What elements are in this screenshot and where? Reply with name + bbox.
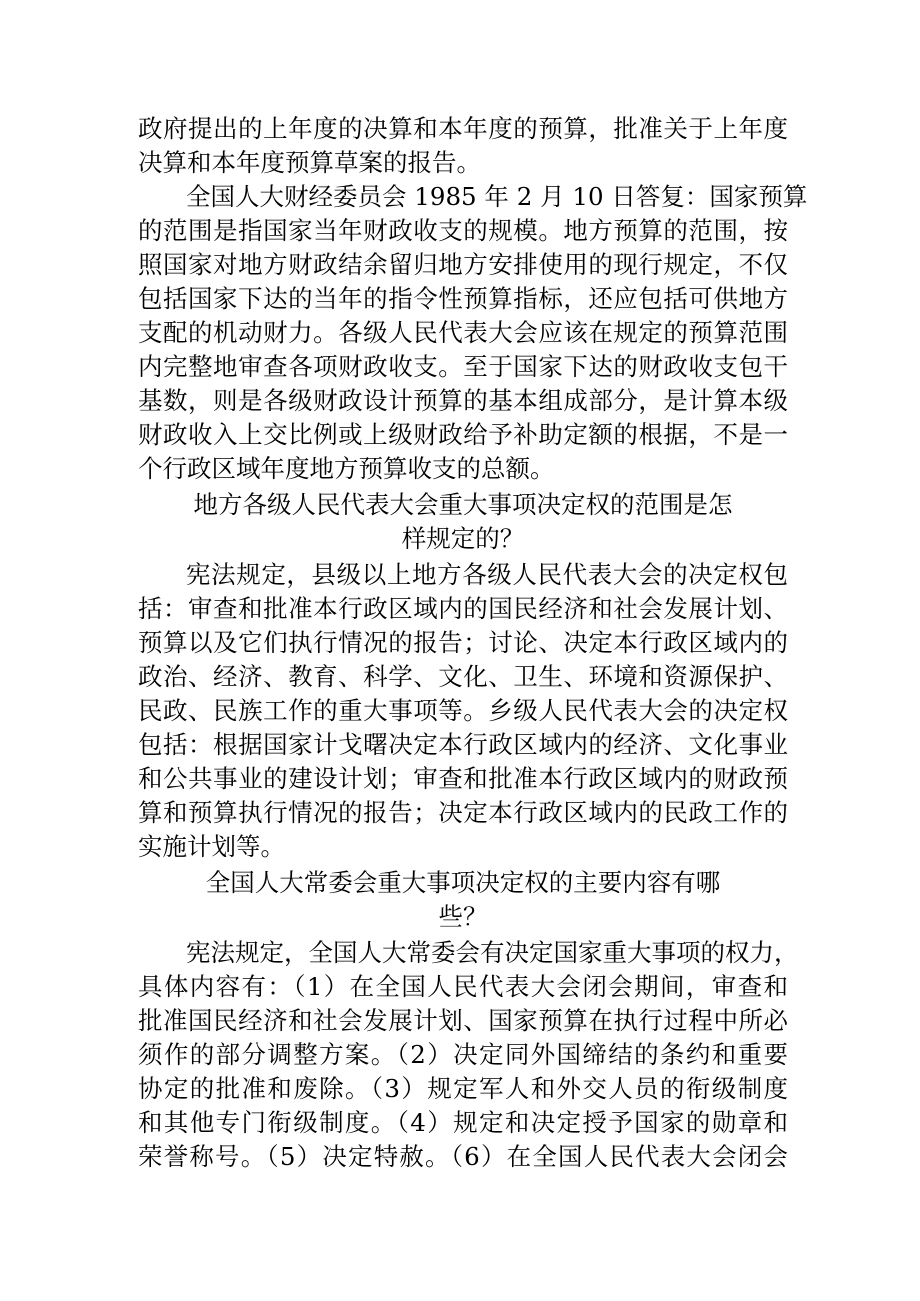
paragraph-4-line-7: 荣誉称号。（5）决定特赦。（6）在全国人民代表大会闭会 — [138, 1142, 788, 1171]
paragraph-2-line-8: 财政收入上交比例或上级财政给予补助定额的根据，不是一 — [138, 420, 788, 449]
paragraph-2-line-4: 包括国家下达的当年的指令性预算指标，还应包括可供地方 — [138, 284, 788, 313]
paragraph-3-line-9: 实施计划等。 — [138, 832, 285, 861]
paragraph-3-line-1: 宪法规定，县级以上地方各级人民代表大会的决定权包 — [186, 560, 788, 589]
section-heading-2-line-2: 些？ — [438, 902, 488, 931]
paragraph-2-line-7: 基数，则是各级财政设计预算的基本组成部分，是计算本级 — [138, 386, 788, 415]
paragraph-3-line-4: 政治、经济、教育、科学、文化、卫生、环境和资源保护、 — [138, 662, 788, 691]
paragraph-4-line-3: 批准国民经济和社会发展计划、国家预算在执行过程中所必 — [138, 1006, 788, 1035]
paragraph-3-line-6: 包括：根据国家计戈曙决定本行政区域内的经济、文化事业 — [138, 730, 788, 759]
paragraph-2-line-1: 全国人大财经委员会 1985 年 2 月 10 日答复：国家预算 — [186, 182, 808, 211]
paragraph-1-line-2: 决算和本年度预算草案的报告。 — [138, 148, 481, 177]
paragraph-2-line-2: 的范围是指国家当年财政收支的规模。地方预算的范围，按 — [138, 216, 788, 245]
paragraph-3-line-2: 括：审查和批准本行政区域内的国民经济和社会发展计划、 — [138, 594, 788, 623]
paragraph-3-line-8: 算和预算执行情况的报告；决定本行政区域内的民政工作的 — [138, 798, 788, 827]
paragraph-3-line-5: 民政、民族工作的重大事项等。乡级人民代表大会的决定权 — [138, 696, 788, 725]
section-heading-1-line-1: 地方各级人民代表大会重大事项决定权的范围是怎 — [193, 490, 733, 519]
paragraph-4-line-6: 和其他专门衔级制度。（4）规定和决定授予国家的勋章和 — [138, 1108, 788, 1137]
paragraph-4-line-1: 宪法规定，全国人大常委会有决定国家重大事项的权力， — [186, 938, 799, 967]
paragraph-2-line-9: 个行政区域年度地方预算收支的总额。 — [138, 454, 555, 483]
paragraph-3-line-3: 预算以及它们执行情况的报告；讨论、决定本行政区域内的 — [138, 628, 788, 657]
paragraph-2-line-3: 照国家对地方财政结余留归地方安排使用的现行规定，不仅 — [138, 250, 788, 279]
section-heading-2-line-1: 全国人大常委会重大事项决定权的主要内容有哪 — [205, 868, 721, 897]
paragraph-3-line-7: 和公共事业的建设计划；审查和批准本行政区域内的财政预 — [138, 764, 788, 793]
paragraph-2-line-6: 内完整地审查各项财政收支。至于国家下达的财政收支包干 — [138, 352, 788, 381]
paragraph-1-line-1: 政府提出的上年度的决算和本年度的预算，批准关于上年度 — [138, 114, 788, 143]
paragraph-4-line-4: 须作的部分调整方案。（2）决定同外国缔结的条约和重要 — [138, 1040, 788, 1069]
section-heading-1-line-2: 样规定的？ — [401, 524, 525, 553]
paragraph-4-line-2: 具体内容有：（1）在全国人民代表大会闭会期间，审查和 — [138, 972, 788, 1001]
paragraph-2-line-5: 支配的机动财力。各级人民代表大会应该在规定的预算范围 — [138, 318, 788, 347]
paragraph-4-line-5: 协定的批准和废除。（3）规定军人和外交人员的衔级制度 — [138, 1074, 788, 1103]
